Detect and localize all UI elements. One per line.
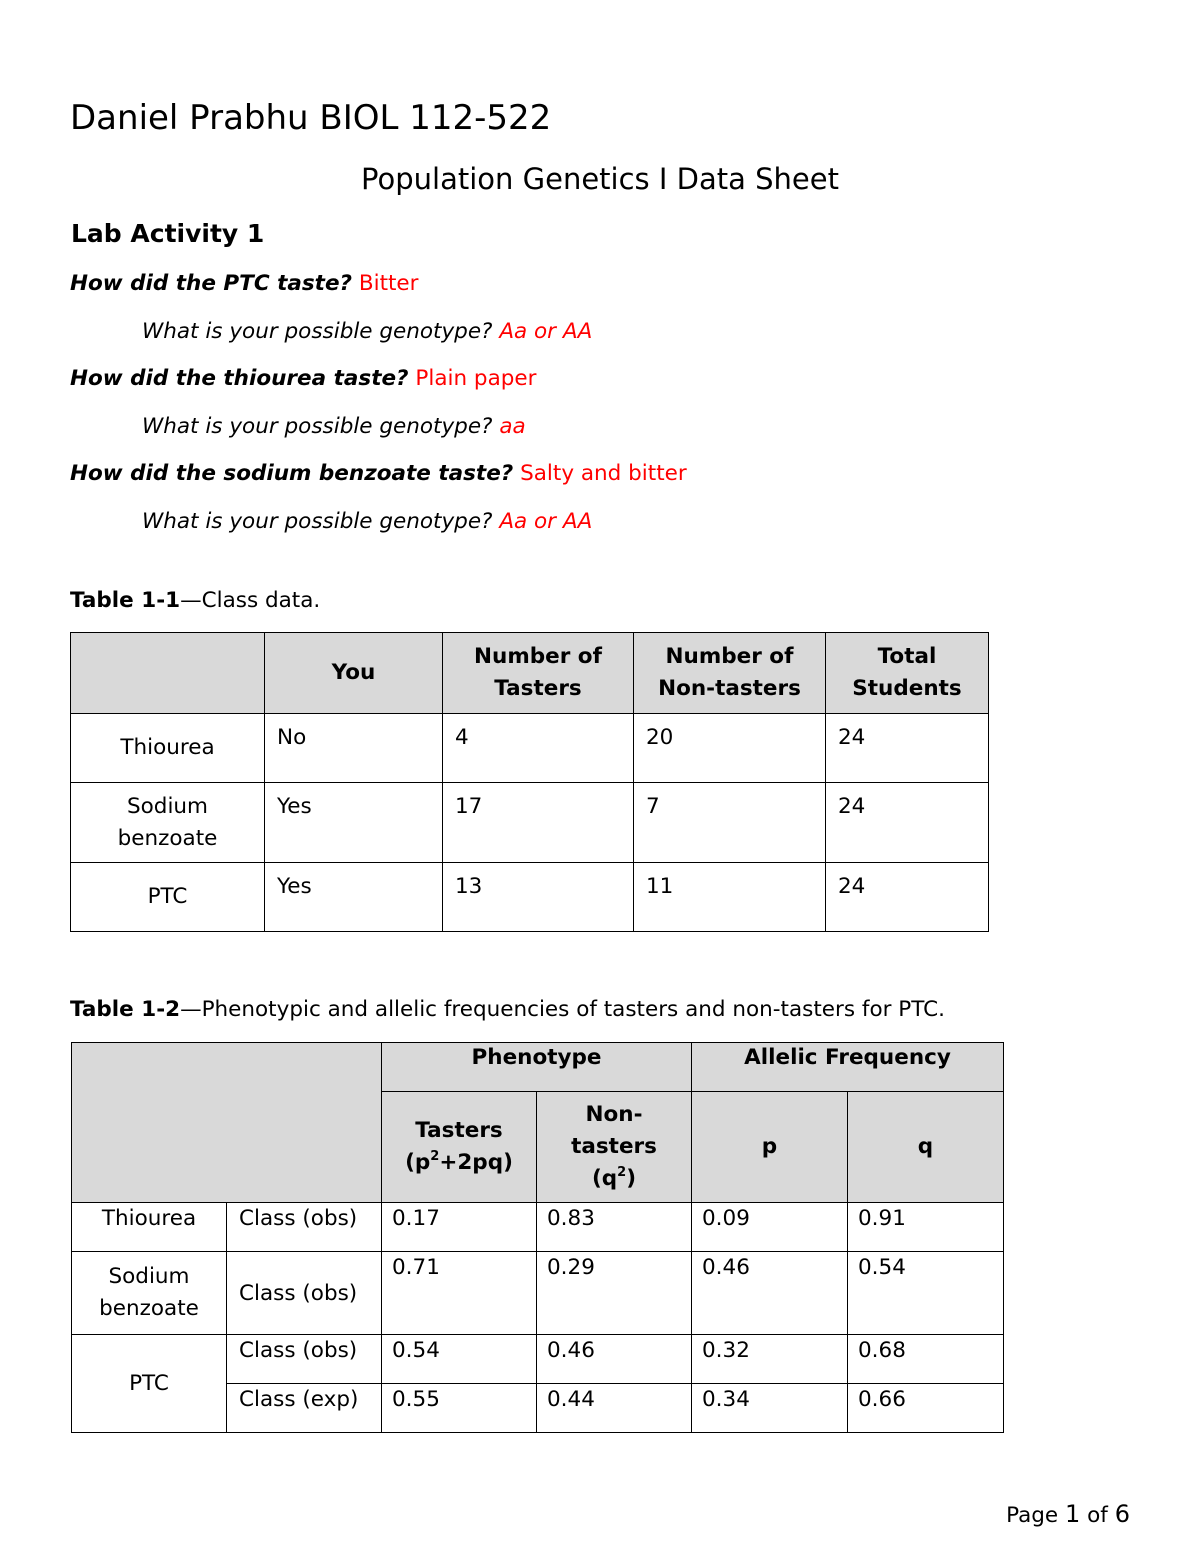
cell-total: 24 (826, 863, 989, 932)
row-class-label: Class (obs) (227, 1252, 382, 1335)
sub-question-label: What is your possible genotype? (142, 414, 493, 439)
page-footer (1006, 1500, 1130, 1528)
col-header-p: p (692, 1092, 848, 1203)
sub-answer-text: aa (499, 414, 526, 439)
cell-nontasters: 0.29 (537, 1252, 692, 1335)
document-title: Population Genetics I Data Sheet (361, 162, 839, 196)
activity-heading: Lab Activity 1 (71, 219, 265, 248)
table-group-header-row (72, 1043, 1004, 1092)
cell-nontasters: 7 (634, 783, 826, 863)
sub-answer-text: Aa or AA (499, 509, 593, 534)
col-header-tasters: Number of Tasters (443, 633, 634, 714)
frequency-table (71, 1042, 1004, 1433)
row-label-sodium-benzoate: Sodium benzoate (72, 1252, 227, 1335)
table1-caption (70, 588, 320, 613)
class-data-table (70, 632, 989, 932)
col-header-nontasters: Number of Non-tasters (634, 633, 826, 714)
cell-tasters: 13 (443, 863, 634, 932)
cell-total: 24 (826, 714, 989, 783)
col-header-you: You (265, 633, 443, 714)
genotype-question-sodium-benzoate (142, 509, 592, 534)
cell-nontasters: 11 (634, 863, 826, 932)
row-label-thiourea: Thiourea (72, 1203, 227, 1252)
col-header-tasters-formula: $(p^2+2pq)$ (405, 1149, 513, 1175)
sub-question-label: What is your possible genotype? (142, 509, 493, 534)
sub-answer-text: Aa or AA (499, 319, 593, 344)
table-header-row (71, 633, 989, 714)
table-row (71, 783, 989, 863)
answer-text: Salty and bitter (520, 461, 687, 486)
cell-nontasters: 0.46 (537, 1335, 692, 1384)
cell-tasters: 0.71 (382, 1252, 537, 1335)
table2-caption-text: —Phenotypic and allelic frequencies of tasters and non-tasters for PTC. (180, 997, 945, 1022)
cell-q: 0.54 (848, 1252, 1004, 1335)
cell-q: 0.66 (848, 1384, 1004, 1433)
group-header-allelic-frequency: Allelic Frequency (692, 1043, 1004, 1092)
table-row (72, 1335, 1004, 1384)
cell-tasters: 0.55 (382, 1384, 537, 1433)
col-header-total: Total Students (826, 633, 989, 714)
cell-nontasters: 0.83 (537, 1203, 692, 1252)
cell-nontasters: 20 (634, 714, 826, 783)
page-word: Page (1006, 1503, 1059, 1528)
cell-you: No (265, 714, 443, 783)
sub-question-label: What is your possible genotype? (142, 319, 493, 344)
cell-tasters: 0.54 (382, 1335, 537, 1384)
row-class-label: Class (exp) (227, 1384, 382, 1433)
question-label: How did the PTC taste? (70, 271, 352, 296)
table1-caption-text: —Class data. (180, 588, 321, 613)
table-row (71, 863, 989, 932)
table-row (71, 714, 989, 783)
cell-q: 0.68 (848, 1335, 1004, 1384)
genotype-question-ptc (142, 319, 592, 344)
row-label-ptc: PTC (71, 863, 265, 932)
answer-text: Plain paper (415, 366, 537, 391)
table2-caption-label: Table 1-2 (70, 997, 181, 1022)
answer-text: Bitter (358, 271, 419, 296)
table-row (72, 1252, 1004, 1335)
col-header-tasters (382, 1092, 537, 1203)
col-header-q: q (848, 1092, 1004, 1203)
of-word: of (1087, 1503, 1108, 1528)
cell-p: 0.46 (692, 1252, 848, 1335)
table2-caption (70, 997, 945, 1022)
cell-p: 0.34 (692, 1384, 848, 1433)
page-number: 1 (1065, 1500, 1081, 1528)
cell-q: 0.91 (848, 1203, 1004, 1252)
table-corner-cell (71, 633, 265, 714)
page-total: 6 (1114, 1500, 1130, 1528)
cell-nontasters: 0.44 (537, 1384, 692, 1433)
cell-p: 0.09 (692, 1203, 848, 1252)
question-sodium-benzoate (70, 461, 687, 486)
author-line: Daniel Prabhu BIOL 112-522 (70, 98, 552, 138)
row-label-ptc: PTC (72, 1335, 227, 1433)
cell-you: Yes (265, 863, 443, 932)
table-corner-cell (72, 1043, 382, 1203)
col-header-nontasters: Non- tasters $(q^2)$ (537, 1092, 692, 1203)
question-thiourea (70, 366, 536, 391)
cell-tasters: 17 (443, 783, 634, 863)
question-ptc (70, 271, 419, 296)
table-row (72, 1203, 1004, 1252)
table1-caption-label: Table 1-1 (70, 588, 181, 613)
row-class-label: Class (obs) (227, 1335, 382, 1384)
cell-tasters: 0.17 (382, 1203, 537, 1252)
cell-tasters: 4 (443, 714, 634, 783)
question-label: How did the thiourea taste? (70, 366, 409, 391)
row-label-sodium-benzoate: Sodium benzoate (71, 783, 265, 863)
genotype-question-thiourea (142, 414, 526, 439)
col-header-nontasters-formula: $(q^2)$ (591, 1165, 637, 1191)
cell-you: Yes (265, 783, 443, 863)
cell-total: 24 (826, 783, 989, 863)
row-label-thiourea: Thiourea (71, 714, 265, 783)
row-class-label: Class (obs) (227, 1203, 382, 1252)
col-header-tasters-label: Tasters (415, 1118, 503, 1143)
cell-p: 0.32 (692, 1335, 848, 1384)
question-label: How did the sodium benzoate taste? (70, 461, 514, 486)
group-header-phenotype: Phenotype (382, 1043, 692, 1092)
